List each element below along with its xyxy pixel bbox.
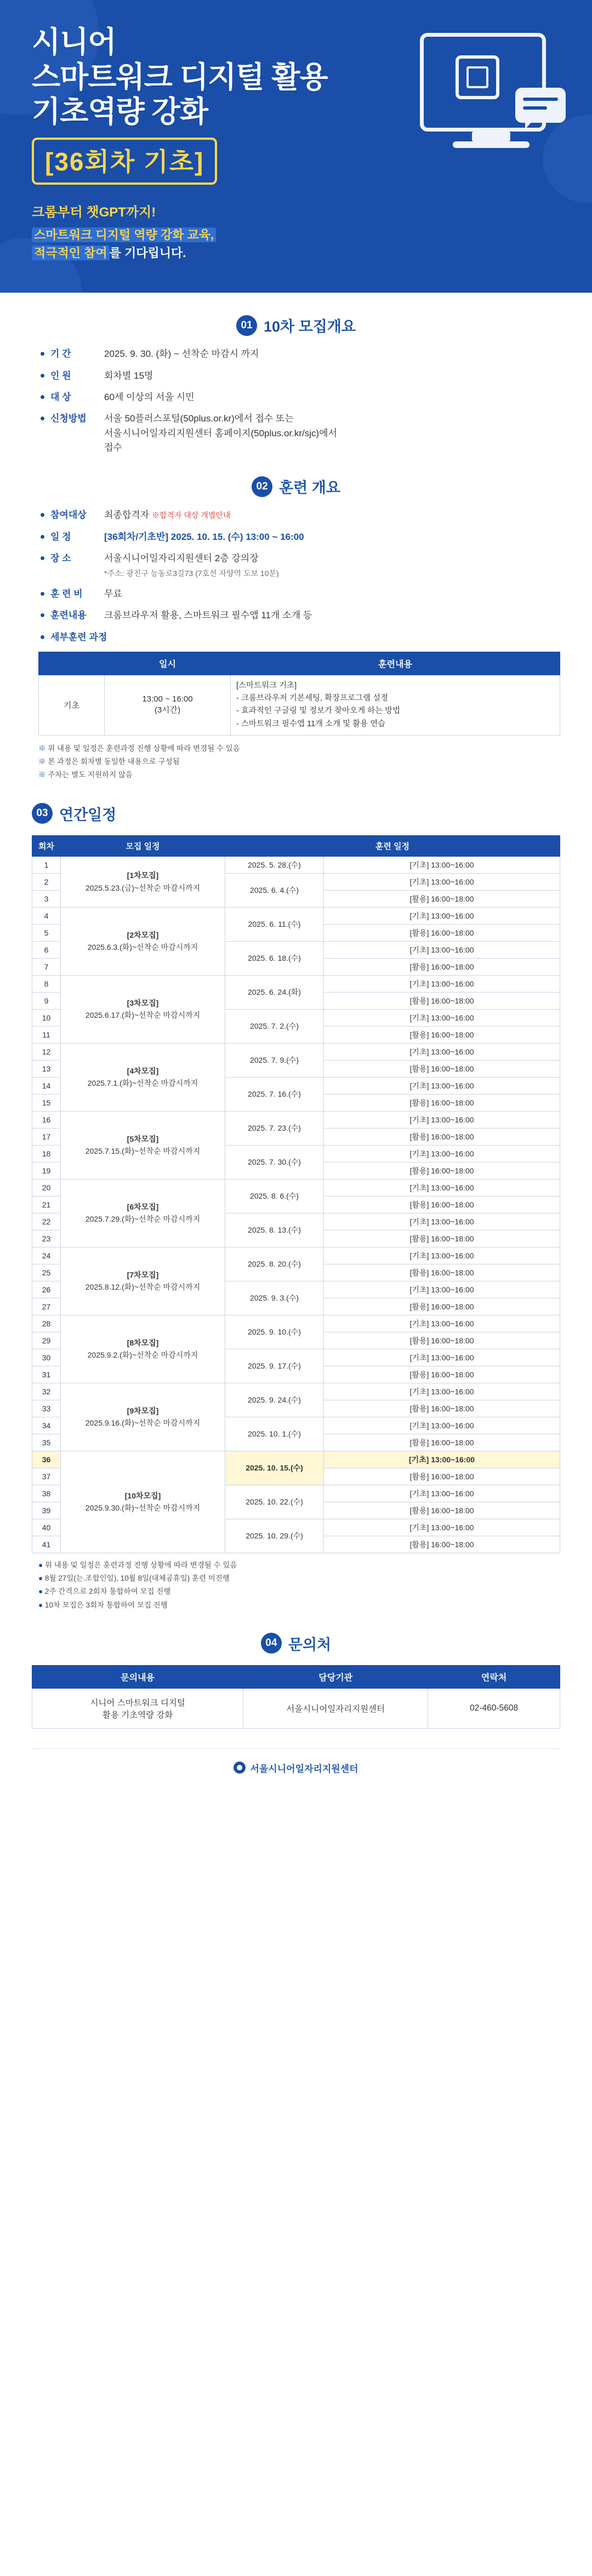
table-row (32, 1315, 560, 1332)
schedule-footnotes (38, 1559, 560, 1612)
table-header-row (32, 1665, 560, 1688)
col-header-session: 회차 (32, 835, 61, 856)
recruitment-info-list (38, 347, 560, 455)
recruit-title: [5차모집] (127, 1134, 159, 1143)
cell-training-date: 2025. 5. 28.(수) (225, 856, 324, 873)
contact-table (32, 1665, 560, 1729)
cell-training-time: [기초] 13:00~16:00 (324, 1111, 560, 1128)
table-header-row (39, 652, 560, 675)
cell-recruit-period (61, 1111, 225, 1179)
cell-inquiry (32, 1688, 243, 1728)
item-label: 참여대상 (50, 510, 87, 521)
section-header-recruitment (32, 315, 560, 336)
cell-training-time: [활용] 16:00~18:00 (324, 1162, 560, 1179)
footnote: ● 8월 27일(는.조합인일), 10월 8일(대체공휴일) 훈련 미진행 (38, 1572, 560, 1585)
cell-training-date: 2025. 9. 10.(수) (225, 1315, 324, 1349)
content-line: - 크롬브라우저 기본세팅, 확장프로그램 설정 (236, 694, 389, 703)
cell-session-no: 17 (32, 1128, 61, 1145)
item-label: 대 상 (50, 391, 71, 402)
item-value (104, 508, 560, 522)
content-line: - 효과적인 구글링 및 정보가 찾아오게 하는 방법 (236, 706, 401, 716)
cell-session-no: 2 (32, 873, 61, 890)
cell-telephone[interactable]: 02-460-5608 (428, 1688, 560, 1728)
cell-training-time: [활용] 16:00~18:00 (324, 1128, 560, 1145)
cell-session-no: 4 (32, 907, 61, 924)
item-value-text: 서울시니어일자리지원센터 2층 강의장 (104, 552, 259, 563)
recruit-subtitle: 2025.7.1.(화)~선착순 마감시까지 (87, 1079, 198, 1088)
cell-training-date: 2025. 6. 11.(수) (225, 907, 324, 941)
cell-session-no: 41 (32, 1536, 61, 1553)
recruit-subtitle: 2025.5.23.(금)~선착순 마감시까지 (85, 883, 201, 892)
footnote: ● 위 내용 및 일정은 훈련과정 진행 상황에 따라 변경될 수 있음 (38, 1559, 560, 1572)
table-header-row (32, 835, 560, 856)
cell-training-time: [활용] 16:00~18:00 (324, 1434, 560, 1451)
section-title: 10차 모집개요 (264, 318, 356, 335)
cell-session-no: 1 (32, 856, 61, 873)
cell-training-time: [기초] 13:00~16:00 (324, 1383, 560, 1400)
cell-session-no: 14 (32, 1077, 61, 1094)
cell-training-date: 2025. 8. 13.(수) (225, 1213, 324, 1247)
overview-footnotes (38, 742, 560, 782)
footnote: ※ 위 내용 및 일정은 훈련과정 진행 상황에 따라 변경될 수 있음 (38, 742, 560, 755)
hero-desc-c: 를 기다립니다. (109, 246, 186, 260)
table-row (32, 1688, 560, 1728)
footer-logo-text: 서울시니어일자리지원센터 (250, 1763, 358, 1774)
cell-session-no: 39 (32, 1502, 61, 1519)
recruit-title: [10차모집] (124, 1491, 161, 1500)
section-header-overview (32, 476, 560, 497)
item-label: 일 정 (50, 531, 71, 542)
cell-training-time: [활용] 16:00~18:00 (324, 1332, 560, 1349)
footnote: ● 10차 모집은 3회차 통합하여 모집 진행 (38, 1599, 560, 1612)
cell-session-no: 11 (32, 1026, 61, 1043)
item-value: 크롬브라우저 활용, 스마트워크 필수앱 11개 소개 등 (104, 610, 312, 621)
cell-time-sub: (3시간) (154, 705, 181, 715)
recruit-subtitle: 2025.9.2.(화)~선착순 마감시까지 (87, 1350, 198, 1360)
col-header-datetime: 일시 (105, 652, 231, 675)
session-badge: [36회차 기초] (32, 138, 217, 185)
cell-training-time: [활용] 16:00~18:00 (324, 1468, 560, 1485)
cell-training-time: [기초] 13:00~16:00 (324, 1281, 560, 1298)
cell-training-date: 2025. 9. 3.(수) (225, 1281, 324, 1315)
item-value: 60세 이상의 서울 시민 (104, 391, 195, 402)
cell-session-no: 8 (32, 975, 61, 992)
cell-recruit-period (61, 1179, 225, 1247)
col-header-content: 훈련내용 (231, 652, 560, 675)
cell-session-no: 32 (32, 1383, 61, 1400)
hero-subtitle: 크롬부터 챗GPT까지! (32, 205, 156, 220)
item-address-note: *주소: 광진구 능동로3길73 (7호선 자양역 도보 10분) (104, 569, 279, 578)
cell-training-time: [활용] 16:00~18:00 (324, 1298, 560, 1315)
section-title: 문의처 (288, 1636, 332, 1653)
recruit-subtitle: 2025.7.15.(화)~선착순 마감시까지 (85, 1147, 201, 1156)
col-header-tel: 연락처 (428, 1665, 560, 1688)
cell-session-no: 13 (32, 1060, 61, 1077)
col-header-inquiry: 문의내용 (32, 1665, 243, 1688)
table-row (32, 1179, 560, 1196)
recruit-title: [7차모집] (127, 1270, 159, 1279)
table-row (32, 1111, 560, 1128)
page-footer (32, 1748, 560, 1792)
cell-training-time: [기초] 13:00~16:00 (324, 941, 560, 958)
table-row (32, 975, 560, 992)
cell-training-time: [기초] 13:00~16:00 (324, 1315, 560, 1332)
item-label: 인 원 (50, 370, 71, 381)
cell-training-time: [기초] 13:00~16:00 (324, 1485, 560, 1502)
recruit-title: [4차모집] (127, 1066, 159, 1075)
recruit-subtitle: 2025.6.3.(화)~선착순 마감시까지 (87, 943, 198, 952)
item-value-text: 최종합격자 (104, 510, 150, 521)
section-number: 02 (252, 476, 272, 497)
table-row (32, 856, 560, 873)
list-item (38, 587, 560, 601)
table-row (39, 675, 560, 735)
cell-session-no: 6 (32, 941, 61, 958)
item-value-line2: 서울시니어일자리지원센터 홈페이지(50plus.or.kr/sjc)에서 (104, 428, 338, 438)
cell-training-time: [활용] 16:00~18:00 (324, 1536, 560, 1553)
cell-training-date: 2025. 10. 15.(수) (225, 1451, 324, 1485)
cell-session-no: 21 (32, 1196, 61, 1213)
section-header-contact (32, 1633, 560, 1654)
item-value: 회차별 15명 (104, 370, 153, 381)
footnote: ※ 본 과정은 회차별 동일한 내용으로 구성됨 (38, 755, 560, 768)
cell-training-time: [활용] 16:00~18:00 (324, 1264, 560, 1281)
cell-training-date: 2025. 7. 16.(수) (225, 1077, 324, 1111)
hero-title-line2: 스마트워크 디지털 활용 (32, 60, 328, 94)
list-item (38, 551, 560, 580)
cell-training-date: 2025. 10. 1.(수) (225, 1417, 324, 1451)
cell-session-no: 24 (32, 1247, 61, 1264)
cell-training-time: [활용] 16:00~18:00 (324, 1400, 560, 1417)
cell-session-no: 12 (32, 1043, 61, 1060)
cell-session-no: 28 (32, 1315, 61, 1332)
cell-session-no: 37 (32, 1468, 61, 1485)
cell-session-no: 9 (32, 992, 61, 1009)
cell-training-time: [기초] 13:00~16:00 (324, 1213, 560, 1230)
cell-training-date: 2025. 6. 18.(수) (225, 941, 324, 975)
cell-session-no: 38 (32, 1485, 61, 1502)
recruit-title: [2차모집] (127, 930, 159, 939)
cell-training-time: [기초] 13:00~16:00 (324, 1043, 560, 1060)
cell-session-no: 35 (32, 1434, 61, 1451)
cell-session-no: 19 (32, 1162, 61, 1179)
cell-session-no: 15 (32, 1094, 61, 1111)
item-value-line1: 서울 50플러스포털(50plus.or.kr)에서 접수 또는 (104, 413, 294, 424)
section-title: 연간일정 (59, 806, 117, 823)
cell-recruit-period (61, 1247, 225, 1315)
cell-training-time: [활용] 16:00~18:00 (324, 1060, 560, 1077)
cell-training-time: [기초] 13:00~16:00 (324, 856, 560, 873)
cell-session-no: 23 (32, 1230, 61, 1247)
cell-training-time: [활용] 16:00~18:00 (324, 890, 560, 907)
cell-training-time: [기초] 13:00~16:00 (324, 1247, 560, 1264)
cell-training-time: [기초] 13:00~16:00 (324, 1145, 560, 1162)
recruit-subtitle: 2025.7.29.(화)~선착순 마감시까지 (85, 1215, 201, 1224)
table-row (32, 907, 560, 924)
item-value: 무료 (104, 588, 122, 599)
cell-session-no: 22 (32, 1213, 61, 1230)
content-line: - 스마트워크 필수앱 11개 소개 및 활용 연습 (236, 719, 386, 728)
table-row (32, 1383, 560, 1400)
recruit-subtitle: 2025.9.30.(화)~선착순 마감시까지 (85, 1503, 201, 1513)
cell-session-no: 36 (32, 1451, 61, 1468)
cell-session-no: 7 (32, 958, 61, 975)
cell-training-time: [활용] 16:00~18:00 (324, 1094, 560, 1111)
recruit-subtitle: 2025.6.17.(화)~선착순 마감시까지 (85, 1011, 201, 1020)
cell-training-time: [활용] 16:00~18:00 (324, 924, 560, 941)
item-note: ※합격자 대상 개별안내 (151, 511, 231, 520)
cell-organization: 서울시니어일자리지원센터 (243, 1688, 428, 1728)
cell-training-time: [기초] 13:00~16:00 (324, 1349, 560, 1366)
hero-title-line3: 기초역량 강화 (32, 95, 208, 129)
item-value: [36회차/기초반] 2025. 10. 15. (수) 13:00 ~ 16:00 (104, 531, 304, 542)
cell-training-date: 2025. 7. 30.(수) (225, 1145, 324, 1179)
cell-training-time: [기초] 13:00~16:00 (324, 1451, 560, 1468)
cell-training-time: [기초] 13:00~16:00 (324, 873, 560, 890)
inquiry-line2: 활용 기초역량 강화 (102, 1710, 173, 1720)
item-value (104, 412, 560, 455)
cell-recruit-period (61, 975, 225, 1043)
cell-session-no: 33 (32, 1400, 61, 1417)
cell-recruit-period (61, 907, 225, 975)
overview-info-list (38, 508, 560, 645)
hero-desc-a: 스마트워크 디지털 역량 강화 교육, (32, 227, 216, 242)
cell-session-no: 20 (32, 1179, 61, 1196)
cell-training-time: [활용] 16:00~18:00 (324, 1026, 560, 1043)
footnote: ● 2주 간격으로 2회차 통합하여 모집 진행 (38, 1585, 560, 1598)
cell-session-no: 31 (32, 1366, 61, 1383)
item-label: 장 소 (50, 552, 71, 563)
list-item (38, 508, 560, 522)
cell-training-date: 2025. 10. 29.(수) (225, 1519, 324, 1553)
cell-content (231, 675, 560, 735)
col-header-training: 훈련 일정 (225, 835, 560, 856)
detail-training-table-wrap (38, 652, 560, 736)
recruit-title: [1차모집] (127, 871, 159, 880)
list-item (38, 347, 560, 361)
hero-title-line1: 시니어 (32, 26, 116, 59)
list-item (38, 390, 560, 404)
recruit-title: [3차모집] (127, 998, 159, 1007)
circle-logo-icon (234, 1762, 246, 1774)
cell-time-main: 13:00 ~ 16:00 (142, 694, 193, 704)
section-header-annual-schedule (32, 803, 560, 824)
cell-time (105, 675, 231, 735)
annual-schedule-table (32, 835, 560, 1553)
item-value: 2025. 9. 30. (화) ~ 선착순 마감시 까지 (104, 349, 259, 360)
list-item (38, 608, 560, 623)
cell-training-date: 2025. 8. 20.(수) (225, 1247, 324, 1281)
section-title: 훈련 개요 (279, 480, 340, 497)
cell-recruit-period (61, 1383, 225, 1451)
cell-training-date: 2025. 7. 23.(수) (225, 1111, 324, 1145)
cell-training-time: [기초] 13:00~16:00 (324, 1519, 560, 1536)
inquiry-line1: 시니어 스마트워크 디지털 (90, 1698, 185, 1708)
cell-recruit-period (61, 1451, 225, 1553)
cell-training-date: 2025. 6. 24.(화) (225, 975, 324, 1009)
list-item (38, 369, 560, 383)
cell-session-no: 27 (32, 1298, 61, 1315)
cell-training-time: [활용] 16:00~18:00 (324, 1366, 560, 1383)
detail-training-table (38, 652, 560, 736)
cell-session-no: 25 (32, 1264, 61, 1281)
cell-training-time: [기초] 13:00~16:00 (324, 1179, 560, 1196)
footer-logo (234, 1761, 358, 1775)
item-label: 기 간 (50, 349, 71, 360)
list-item (38, 412, 560, 455)
cell-session-no: 16 (32, 1111, 61, 1128)
hero-desc-b: 적극적인 참여 (32, 246, 110, 260)
cell-training-date: 2025. 10. 22.(수) (225, 1485, 324, 1519)
recruit-title: [6차모집] (127, 1202, 159, 1211)
section-number: 01 (236, 315, 257, 336)
col-header-recruit: 모집 일정 (61, 835, 225, 856)
cell-recruit-period (61, 1315, 225, 1383)
page-title (32, 25, 560, 130)
cell-training-time: [활용] 16:00~18:00 (324, 958, 560, 975)
list-item (38, 630, 560, 645)
table-row (32, 1043, 560, 1060)
cell-session-no: 26 (32, 1281, 61, 1298)
recruit-subtitle: 2025.8.12.(화)~선착순 마감시까지 (85, 1283, 201, 1292)
cell-training-date: 2025. 9. 17.(수) (225, 1349, 324, 1383)
hero-banner (0, 0, 592, 293)
cell-session-no: 30 (32, 1349, 61, 1366)
list-item (38, 530, 560, 544)
cell-session-no: 10 (32, 1009, 61, 1026)
item-label: 세부훈련 과정 (50, 631, 107, 642)
schedule-body (32, 856, 560, 1553)
cell-training-time: [기초] 13:00~16:00 (324, 1417, 560, 1434)
cell-training-date: 2025. 6. 4.(수) (225, 873, 324, 907)
cell-training-date: 2025. 8. 6.(수) (225, 1179, 324, 1213)
item-value (104, 551, 560, 580)
item-value-line3: 접수 (104, 442, 122, 453)
cell-session-no: 3 (32, 890, 61, 907)
cell-training-time: [기초] 13:00~16:00 (324, 1009, 560, 1026)
cell-training-date: 2025. 7. 9.(수) (225, 1043, 324, 1077)
item-label: 훈 련 비 (50, 588, 83, 599)
cell-session-no: 18 (32, 1145, 61, 1162)
item-label: 훈련내용 (50, 610, 87, 621)
cell-session-no: 34 (32, 1417, 61, 1434)
cell-training-date: 2025. 9. 24.(수) (225, 1383, 324, 1417)
cell-training-time: [기초] 13:00~16:00 (324, 975, 560, 992)
cell-training-date: 2025. 7. 2.(수) (225, 1009, 324, 1043)
cell-session-no: 40 (32, 1519, 61, 1536)
section-number: 03 (32, 803, 53, 824)
table-row (32, 1247, 560, 1264)
cell-recruit-period (61, 1043, 225, 1111)
cell-session-no: 29 (32, 1332, 61, 1349)
cell-recruit-period (61, 856, 225, 907)
recruit-subtitle: 2025.9.16.(화)~선착순 마감시까지 (85, 1418, 201, 1428)
cell-training-time: [활용] 16:00~18:00 (324, 1196, 560, 1213)
cell-training-time: [기초] 13:00~16:00 (324, 1077, 560, 1094)
cell-training-time: [활용] 16:00~18:00 (324, 1502, 560, 1519)
cell-training-time: [활용] 16:00~18:00 (324, 992, 560, 1009)
hero-description (32, 226, 560, 262)
recruit-title: [9차모집] (127, 1406, 159, 1415)
cell-training-time: [활용] 16:00~18:00 (324, 1230, 560, 1247)
cell-training-time: [기초] 13:00~16:00 (324, 907, 560, 924)
footnote: ※ 주차는 별도 지원하지 않음 (38, 768, 560, 782)
cell-session-no: 5 (32, 924, 61, 941)
content-line: [스마트워크 기초] (236, 681, 297, 690)
recruit-title: [8차모집] (127, 1338, 159, 1347)
section-number: 04 (261, 1633, 282, 1654)
cell-type: 기초 (39, 675, 105, 735)
col-header-org: 담당기관 (243, 1665, 428, 1688)
item-label: 신청방법 (50, 413, 87, 424)
table-row (32, 1451, 560, 1468)
col-header-type (39, 652, 105, 675)
